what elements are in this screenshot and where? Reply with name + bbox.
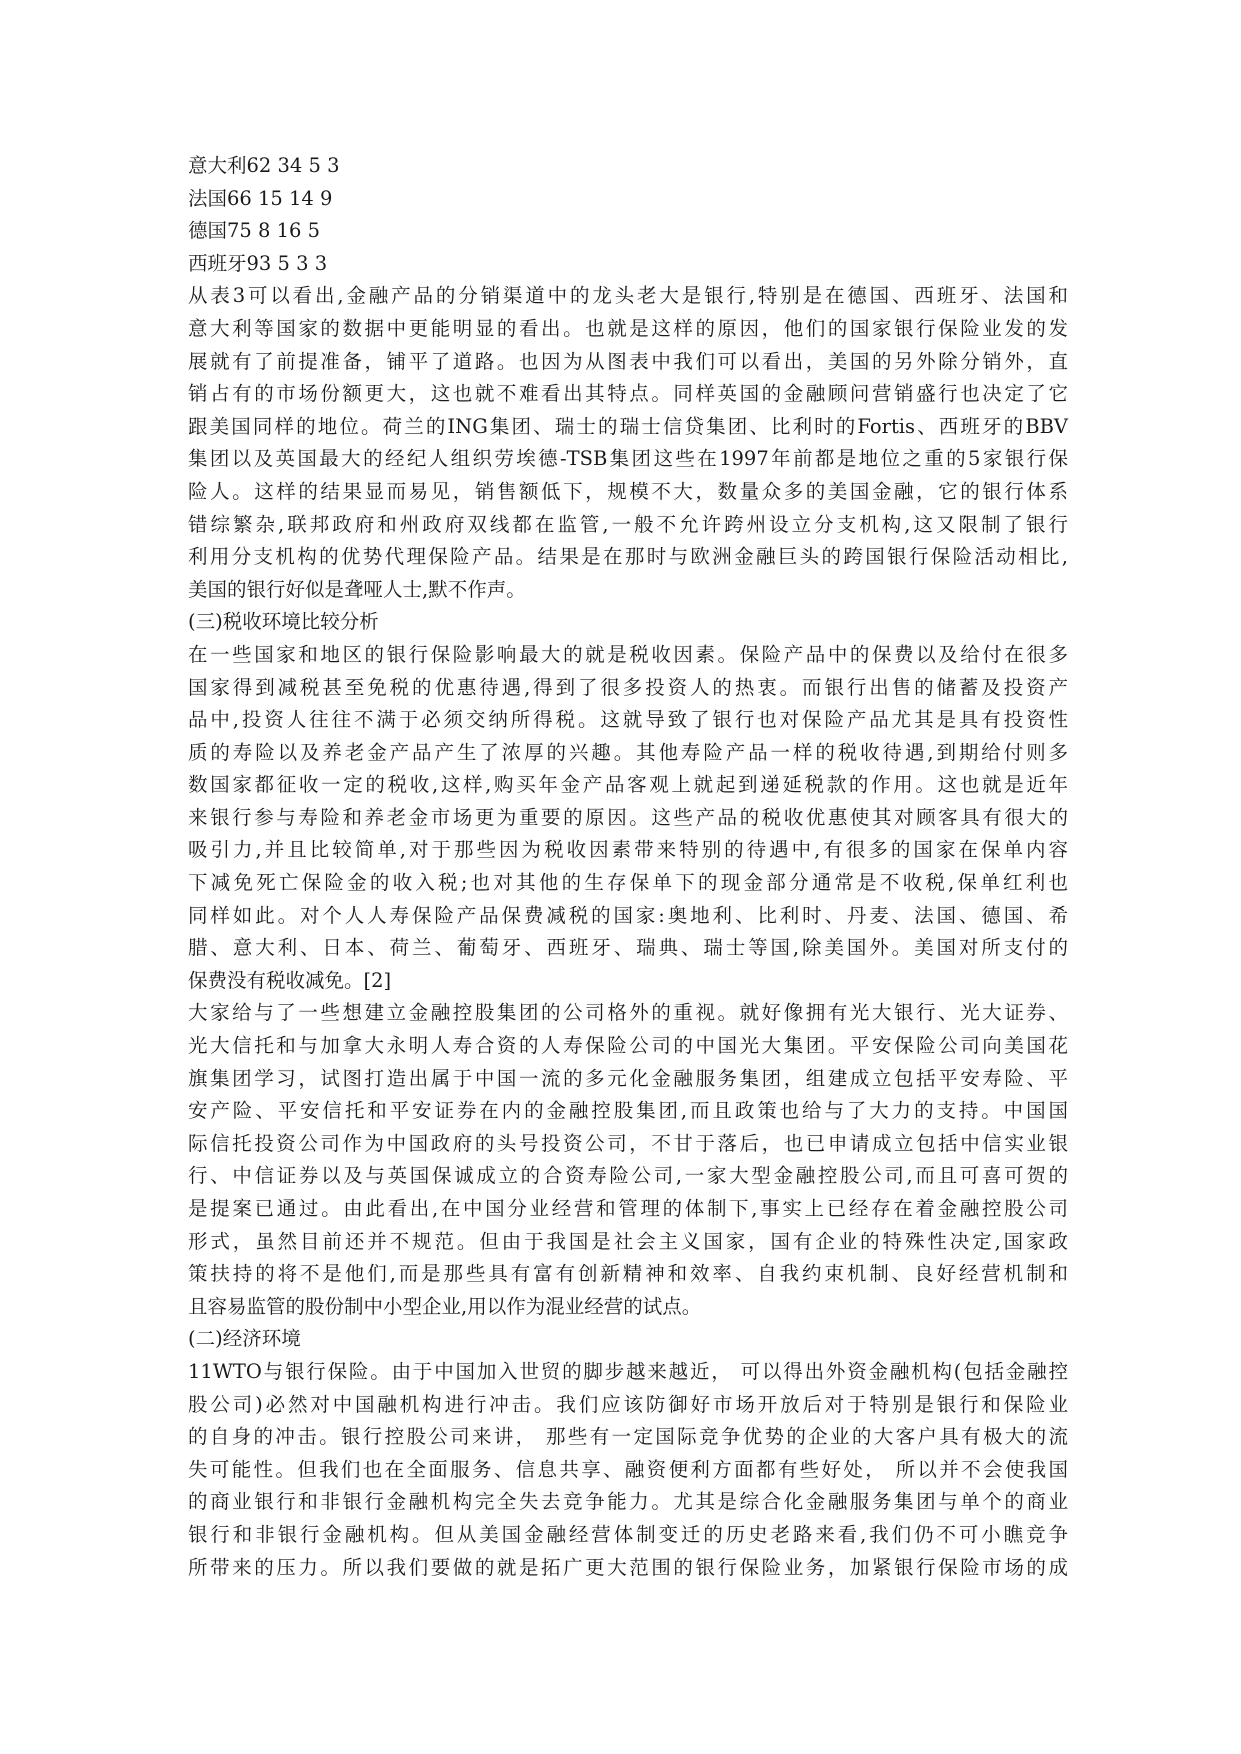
text-line: (三)税收环境比较分析 (188, 610, 379, 634)
text-line: 保费没有税收减免。[2] (188, 968, 392, 992)
text-line: 的自身的冲击。银行控股公司来讲， 那些有一定国际竞争优势的企业的大客户具有极大的流 (188, 1425, 1068, 1449)
text-line: 数国家都征收一定的税收,这样,购买年金产品客观上就起到递延税款的作用。这也就是近年 (188, 773, 1068, 797)
text-line: 展就有了前提准备，铺平了道路。也因为从图表中我们可以看出，美国的另外除分销外，直 (188, 349, 1068, 373)
text-line: 的商业银行和非银行金融机构完全失去竞争能力。尤其是综合化金融服务集团与单个的商业 (188, 1490, 1068, 1514)
text-line: 险人。这样的结果显而易见，销售额低下，规模不大，数量众多的美国金融，它的银行体系 (188, 479, 1068, 503)
text-line: 形式，虽然目前还并不规范。但由于我国是社会主义国家，国有企业的特殊性决定,国家政 (188, 1229, 1068, 1253)
text-line: 法国66 15 14 9 (188, 186, 333, 210)
text-line: 策扶持的将不是他们,而是那些具有富有创新精神和效率、自我约束机制、良好经营机制和 (188, 1262, 1068, 1286)
text-line: 意大利62 34 5 3 (188, 154, 340, 177)
text-line: 股公司)必然对中国融机构进行冲击。我们应该防御好市场开放后对于特别是银行和保险业 (188, 1392, 1068, 1416)
text-line: 质的寿险以及养老金产品产生了浓厚的兴趣。其他寿险产品一样的税收待遇,到期给付则多 (188, 740, 1068, 764)
text-line: 错综繁杂,联邦政府和州政府双线都在监管,一般不允许跨州设立分支机构,这又限制了银行 (188, 512, 1068, 536)
text-line: 在一些国家和地区的银行保险影响最大的就是税收因素。保险产品中的保费以及给付在很多 (188, 642, 1068, 666)
text-line: 从表3可以看出,金融产品的分销渠道中的龙头老大是银行,特别是在德国、西班牙、法国和 (188, 284, 1068, 308)
text-line: 集团以及英国最大的经纪人组织劳埃德-TSB集团这些在1997年前都是地位之重的5家银行保 (188, 447, 1068, 471)
text-line: 意大利等国家的数据中更能明显的看出。也就是这样的原因，他们的国家银行保险业发的发 (188, 316, 1068, 340)
text-line: 安产险、平安信托和平安证券在内的金融控股集团,而且政策也给与了大力的支持。中国国 (188, 1099, 1068, 1123)
text-line: 来银行参与寿险和养老金市场更为重要的原因。这些产品的税收优惠使其对顾客具有很大的 (188, 805, 1068, 829)
text-line: 失可能性。但我们也在全面服务、信息共享、融资便利方面都有些好处， 所以并不会使我国 (188, 1457, 1068, 1481)
text-line: 且容易监管的股份制中小型企业,用以作为混业经营的试点。 (188, 1294, 702, 1318)
text-line: 腊、意大利、日本、荷兰、葡萄牙、西班牙、瑞典、瑞士等国,除美国外。美国对所支付的 (188, 936, 1068, 960)
text-line: 品中,投资人往往不满于必须交纳所得税。这就导致了银行也对保险产品尤其是具有投资性 (188, 708, 1068, 732)
text-line: 下减免死亡保险金的收入税;也对其他的生存保单下的现金部分通常是不收税,保单红利也 (188, 871, 1068, 895)
text-line: 国家得到减税甚至免税的优惠待遇,得到了很多投资人的热衷。而银行出售的储蓄及投资产 (188, 675, 1068, 699)
text-line: 旗集团学习，试图打造出属于中国一流的多元化金融服务集团，组建成立包括平安寿险、平 (188, 1066, 1068, 1090)
text-line: 销占有的市场份额更大，这也就不难看出其特点。同样英国的金融顾问营销盛行也决定了它 (188, 382, 1068, 406)
text-line: 跟美国同样的地位。荷兰的ING集团、瑞士的瑞士信贷集团、比利时的Fortis、西班牙的BBV (188, 414, 1068, 438)
text-line: (二)经济环境 (188, 1327, 301, 1351)
text-line: 西班牙93 5 3 3 (188, 251, 328, 275)
text-line: 同样如此。对个人人寿保险产品保费减税的国家:奥地利、比利时、丹麦、法国、德国、希 (188, 903, 1068, 927)
text-line: 所带来的压力。所以我们要做的就是拓广更大范围的银行保险业务，加紧银行保险市场的成 (188, 1555, 1068, 1579)
text-line: 利用分支机构的优势代理保险产品。结果是在那时与欧洲金融巨头的跨国银行保险活动相比, (188, 545, 1068, 569)
text-line: 光大信托和与加拿大永明人寿合资的人寿保险公司的中国光大集团。平安保险公司向美国花 (188, 1034, 1068, 1058)
text-line: 银行和非银行金融机构。但从美国金融经营体制变迁的历史老路来看,我们仍不可小瞧竞争 (188, 1522, 1068, 1546)
text-line: 11WTO与银行保险。由于中国加入世贸的脚步越来越近， 可以得出外资金融机构(包括金融控 (188, 1359, 1068, 1383)
text-line: 是提案已通过。由此看出,在中国分业经营和管理的体制下,事实上已经存在着金融控股公司 (188, 1197, 1068, 1220)
text-line: 德国75 8 16 5 (188, 219, 321, 243)
text-line: 际信托投资公司作为中国政府的头号投资公司，不甘于落后，也已申请成立包括中信实业银 (188, 1131, 1068, 1155)
text-line: 行、中信证券以及与英国保诚成立的合资寿险公司,一家大型金融控股公司,而且可喜可贺的 (188, 1164, 1068, 1188)
document-body (188, 150, 1068, 1584)
text-line: 大家给与了一些想建立金融控股集团的公司格外的重视。就好像拥有光大银行、光大证券、 (188, 1001, 1068, 1025)
text-line: 美国的银行好似是聋哑人士,默不作声。 (188, 577, 526, 601)
text-line: 吸引力,并且比较简单,对于那些因为税收因素带来特别的待遇中,有很多的国家在保单内容 (188, 838, 1068, 862)
